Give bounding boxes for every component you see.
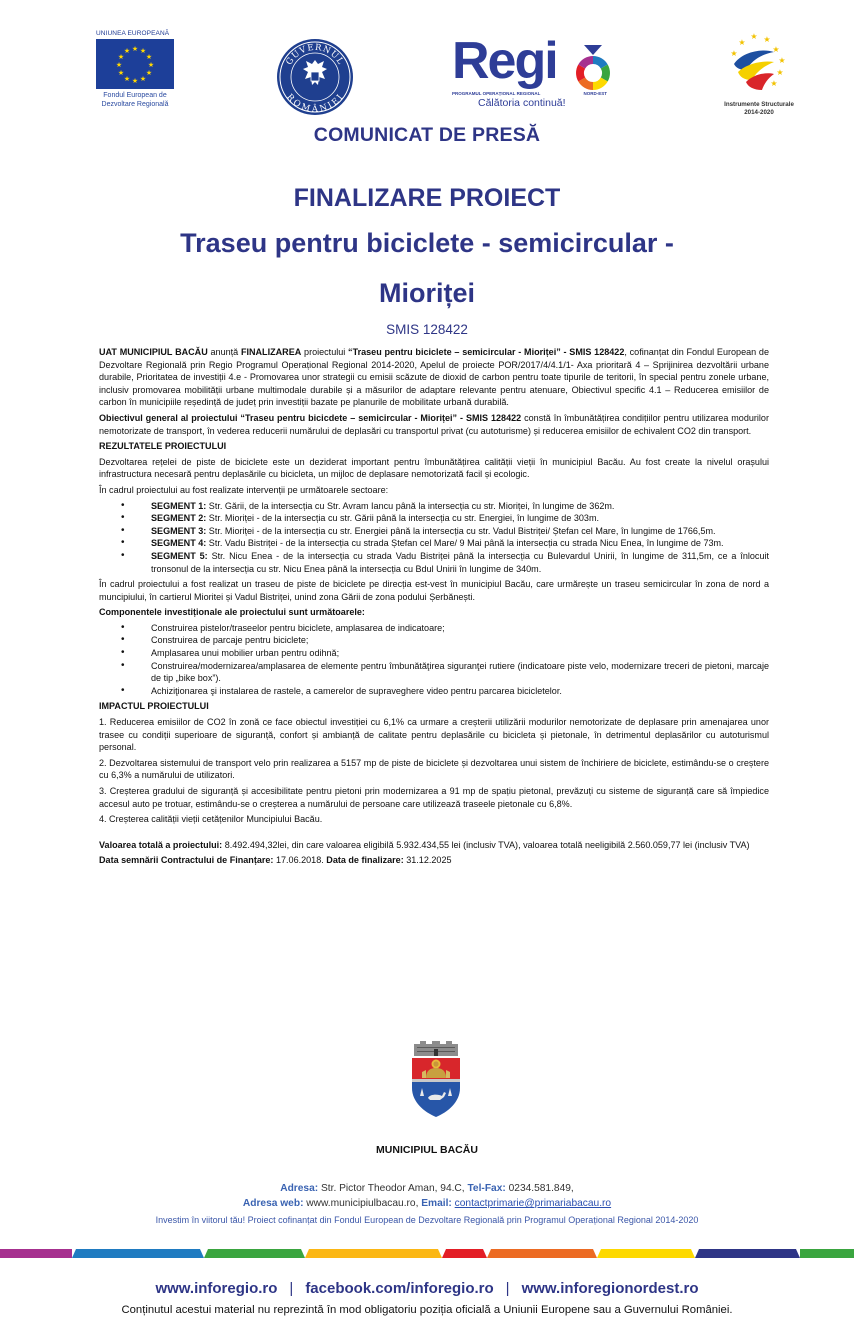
color-bar-segment <box>0 1249 72 1258</box>
romanian-government-logo <box>276 38 354 116</box>
svg-text:★: ★ <box>145 53 153 61</box>
intro-project-name: “Traseu pentru biciclete – semicircular - Mioriței” - SMIS 128422 <box>348 347 625 357</box>
tel-fax-value: 0234.581.849, <box>505 1183 574 1194</box>
email-link[interactable]: contactprimarie@primariabacau.ro <box>454 1198 612 1209</box>
segment-label: SEGMENT 1: <box>151 500 207 511</box>
contact-address-line <box>0 1183 854 1194</box>
svg-text:★: ★ <box>145 69 153 77</box>
segment-item <box>151 500 769 513</box>
results-heading: REZULTATELE PROIECTULUI <box>99 441 227 452</box>
color-bar-segment <box>695 1249 800 1258</box>
signing-date-label: Data semnării Contractului de Finanțare: <box>99 855 274 866</box>
impact-heading: IMPACTUL PROIECTULUI <box>99 701 209 712</box>
end-date-label: Data de finalizare: <box>326 855 404 866</box>
footer-link-facebook[interactable]: facebook.com/inforegio.ro <box>305 1280 494 1297</box>
address-label: Adresa: <box>280 1183 319 1194</box>
svg-text:★: ★ <box>738 38 746 47</box>
structural-instruments-caption <box>712 101 806 116</box>
address-value: Str. Pictor Theodor Aman, 94.C, <box>318 1183 468 1194</box>
intro-paragraph <box>99 346 769 409</box>
coat-of-arms-icon <box>408 1040 464 1118</box>
eu-logo-subtitle-line2: Dezvoltare Regională <box>101 100 169 108</box>
press-release-body <box>99 346 769 870</box>
color-bar-segment <box>597 1249 695 1258</box>
results-paragraph: Dezvoltarea rețelei de piste de biciclete este un deziderat important pentru îmbunătățirea calității vieții în municipiul Bacău. Au fost create la nivelul orașului infrastructura necesară pentru deplasările cu bicicleta, un mijloc de deplasare nemotorizată facil și ecologic. <box>99 456 769 480</box>
eu-flag-icon <box>96 39 174 89</box>
footer-link-inforegionordest[interactable]: www.inforegionordest.ro <box>521 1280 699 1297</box>
svg-text:★: ★ <box>139 75 147 83</box>
components-list <box>99 622 769 698</box>
structural-instruments-logo <box>712 30 806 116</box>
segment-text: Str. Gării, de la intersecția cu Str. Avram Iancu până la intersecția cu str. Mioriței, în lungime de 362m. <box>206 500 615 511</box>
press-release-heading: COMUNICAT DE PRESĂ <box>313 124 541 146</box>
svg-text:★: ★ <box>772 45 780 54</box>
svg-text:★: ★ <box>770 79 778 88</box>
segment-label: SEGMENT 4: <box>151 538 207 549</box>
footer-links <box>0 1280 854 1297</box>
svg-text:★: ★ <box>750 32 758 41</box>
footer-link-inforegio[interactable]: www.inforegio.ro <box>155 1280 278 1297</box>
intro-text-1: anunță <box>207 347 241 357</box>
components-heading: Componentele investiționale ale proiectului sunt următoarele: <box>99 607 365 618</box>
regio-wordmark: Regi <box>452 32 557 90</box>
impact-item: 4. Creșterea calității vieții cetățenilor Muncipiului Bacău. <box>99 814 323 825</box>
end-date-value: 31.12.2025 <box>403 855 452 866</box>
impact-item: 1. Reducerea emisiilor de CO2 în zonă ce face obiectul investiției cu 6,1% ca urmare a creșterii utilizării modurilor nemotorizate de deplasare prin amenajarea unor trasee cu condiții superioare de siguranță, confort și ambianță de calitate pentru deplasările cu bicicleta și pietonale, în detrimentul deplasărilor cu autoturismul personal. <box>99 717 769 753</box>
footer-disclaimer: Conținutul acestui material nu reprezintă în mod obligatoriu poziția oficială a Uniunii Europene sau a Guvernului României. <box>121 1304 733 1316</box>
regio-tag-right: NORD-EST <box>583 91 607 96</box>
component-item: • Construirea pistelor/traseelor pentru biciclete, amplasarea de indicatoare; <box>151 622 769 635</box>
municipality-label: MUNICIPIUL BACĂU <box>376 1144 478 1156</box>
impact-item: 3. Creșterea gradului de siguranță și accesibilitate pentru pietoni prin modernizarea a 91 mp de spațiu pietonal, prevăzuți cu sisteme de siguranță care să împiedice accesul auto pe trotuar, estimându-se o creșterea a numărului de persoane care utilizează traseele pietonale cu 6,8%. <box>99 786 769 809</box>
svg-text:★: ★ <box>147 61 155 69</box>
spacer <box>99 829 769 839</box>
segment-text: Str. Vadu Bistriței - de la intersecția cu strada Ștefan cel Mare/ 9 Mai până la intersecția cu strada Nicu Enea, în lungime de 73m. <box>206 538 724 549</box>
signing-date-value: 17.06.2018. <box>273 855 327 866</box>
eu-logo-subtitle-line1: Fondul European de <box>103 92 167 99</box>
objective-text: constă în îmbunătățirea condițiilor pentru utilizarea modurilor nemotorizate de transport, în vederea reducerii numărului de deplasări cu transportul privat (cu autoturisme) și reducerea emisiilor de echivalent CO2 din transport. <box>99 412 769 436</box>
regio-slogan: Călătoria continuă! <box>478 97 566 109</box>
color-bar-segment <box>800 1249 854 1258</box>
sectors-intro: În cadrul proiectului au fost realizate intervenții pe următoarele sectoare: <box>99 484 389 495</box>
regio-color-wheel-icon <box>570 43 616 91</box>
svg-text:★: ★ <box>117 69 125 77</box>
component-item: • Amplasarea unui mobilier urban pentru odihnă; <box>151 647 769 660</box>
svg-text:★: ★ <box>123 47 131 55</box>
web-label: Adresa web: <box>242 1198 304 1209</box>
project-name-line1: Traseu pentru biciclete - semicircular - <box>180 228 674 258</box>
color-bar-segment <box>204 1249 305 1258</box>
svg-text:★: ★ <box>730 49 738 58</box>
segments-list <box>99 500 769 576</box>
government-seal-icon <box>276 38 354 116</box>
segment-text: Str. Nicu Enea - de la intersecția cu strada Vadu Bistriței până la intersecția cu Bulevardul Unirii, în lungime de 311,5m, ce a înlocuit tronsonul de la intersecția cu str. Nicu Enea până la intersecția cu Bdul Unirii în lungime de 340m. <box>151 550 770 574</box>
impact-item: 2. Dezvoltarea sistemului de transport velo prin realizarea a 5157 mp de piste de biciclete și dezvoltarea unui sistem de închiriere de biciclete, estimându-se o creștere cu 6,3% a numărului de utilizatori. <box>99 757 769 781</box>
eu-fund-logo <box>96 30 180 109</box>
segment-label: SEGMENT 2: <box>151 513 207 524</box>
objective-label: Obiectivul general al proiectului “Traseu pentru bicicdete – semicircular - Mioriței” - SMIS 128422 <box>99 412 522 423</box>
project-dates-paragraph <box>99 854 769 867</box>
segment-label: SEGMENT 3: <box>151 525 207 536</box>
seal-top-text: GUVERNUL <box>284 42 346 68</box>
email-label: Email: <box>421 1198 452 1209</box>
seal-bottom-text: ROMÂNIEI <box>284 92 346 115</box>
structural-instruments-icon <box>712 30 806 96</box>
is-caption-line2: 2014-2020 <box>744 108 774 116</box>
segment-item <box>151 512 769 525</box>
project-value-text: 8.492.494,32lei, din care valoarea eligibilă 5.932.434,55 lei (inclusiv TVA), valoarea totală neeligibilă 2.560.059,77 lei (inclusiv TVA) <box>222 839 750 850</box>
intro-text-2: proiectului <box>301 347 349 357</box>
web-value[interactable]: www.municipiulbacau.ro, <box>303 1198 422 1209</box>
regio-tag-left: PROGRAMUL OPERAȚIONAL REGIONAL <box>452 91 541 96</box>
svg-text:★: ★ <box>778 56 786 65</box>
svg-text:★: ★ <box>139 47 147 55</box>
objective-paragraph <box>99 412 769 437</box>
project-name-line2: Mioriței <box>378 278 475 308</box>
component-item: • Construirea de parcaje pentru biciclete; <box>151 634 769 647</box>
regio-color-bar <box>0 1249 854 1258</box>
segment-label: SEGMENT 5: <box>151 550 208 561</box>
eu-logo-title: UNIUNEA EUROPEANĂ <box>96 30 170 37</box>
project-completion-heading: FINALIZARE PROIECT <box>293 184 561 212</box>
svg-text:★: ★ <box>131 45 139 53</box>
smis-code: SMIS 128422 <box>386 322 468 337</box>
eu-stars-icon <box>96 39 174 89</box>
tel-fax-label: Tel-Fax: <box>467 1183 506 1194</box>
intro-text-3: , cofinanțat din Fondul European de Dezvoltare Regională prin Regio Programul Operațional Regional 2014-2020, Apelul de proiecte POR/2017/4/4.1/1- Axa prioritară 4 – Sprijinirea dezvoltării urbane durabile, Prioritatea de investiții 4.e - Promovarea unor strategii cu emisii scăzute de dioxid de carbon pentru toate tipurile de teritorii, în special pentru zonele urbane, inclusiv promovarea mobilității urbane multimodale durabile și a măsurilor de adaptare relevante pentru atenuare, Obiectivul specific 4.1 – Reducerea emisiilor de carbon în municipiile reședință de județ prin investiții bazate pe planurile de mobilitate urbană durabilă. <box>99 347 769 408</box>
contact-web-line <box>0 1198 854 1209</box>
investment-tagline: Investim în viitorul tău! Proiect cofinanțat din Fondul European de Dezvoltare Regională prin Programul Operațional Regional 2014-2020 <box>155 1215 699 1225</box>
color-bar-segment <box>442 1249 487 1258</box>
svg-text:★: ★ <box>123 75 131 83</box>
intro-finalization: FINALIZAREA <box>240 347 302 357</box>
bacau-coat-of-arms <box>408 1040 464 1118</box>
segment-item <box>151 537 769 550</box>
color-bar-segment <box>72 1249 204 1258</box>
svg-text:★: ★ <box>776 68 784 77</box>
intro-entity: UAT MUNICIPIUL BACĂU <box>99 347 208 357</box>
segment-text: Str. Mioriței - de la intersecția cu str. Energiei până la intersecția cu str. Vadul Bistriței/ Ștefan cel Mare, în lungime de 1766,5m. <box>206 525 716 536</box>
is-caption-line1: Instrumente Structurale <box>724 101 794 108</box>
project-value-label: Valoarea totală a proiectului: <box>99 839 223 850</box>
footer-separator: | <box>289 1280 294 1297</box>
segment-item <box>151 550 769 575</box>
svg-text:★: ★ <box>131 77 139 85</box>
regio-logo <box>452 32 614 111</box>
regio-program-tagline <box>452 91 607 96</box>
segment-text: Str. Mioriței - de la intersecția cu str. Gării până la intersecția cu str. Energiei, în lungime de 303m. <box>206 513 600 524</box>
color-bar-segment <box>305 1249 442 1258</box>
project-value-paragraph <box>99 839 769 852</box>
component-item: • Construirea/modernizarea/amplasarea de elemente pentru îmbunătăţirea siguranţei rutiere (indicatoare piste velo, modernizare treceri de pietoni, marcaje de tip „bike box”). <box>151 660 769 685</box>
eu-logo-subtitle <box>93 92 177 109</box>
svg-text:★: ★ <box>117 53 125 61</box>
segment-item <box>151 525 769 538</box>
svg-text:★: ★ <box>115 61 123 69</box>
color-bar-segment <box>487 1249 597 1258</box>
svg-text:★: ★ <box>763 35 771 44</box>
component-item: • Achiziţionarea şi instalarea de rastele, a camerelor de supraveghere video pentru parcarea bicicletelor. <box>151 685 769 698</box>
footer-separator: | <box>505 1280 510 1297</box>
route-paragraph: În cadrul proiectului a fost realizat un traseu de piste de biciclete pe direcția est-vest în municipiul Bacău, care urmărește un traseu semicircular în zona de nord a muncipiului, în cartierul Mioritei și Vadul Bistriței, unind zona Gării de zona podului Șerbănești. <box>99 579 769 602</box>
